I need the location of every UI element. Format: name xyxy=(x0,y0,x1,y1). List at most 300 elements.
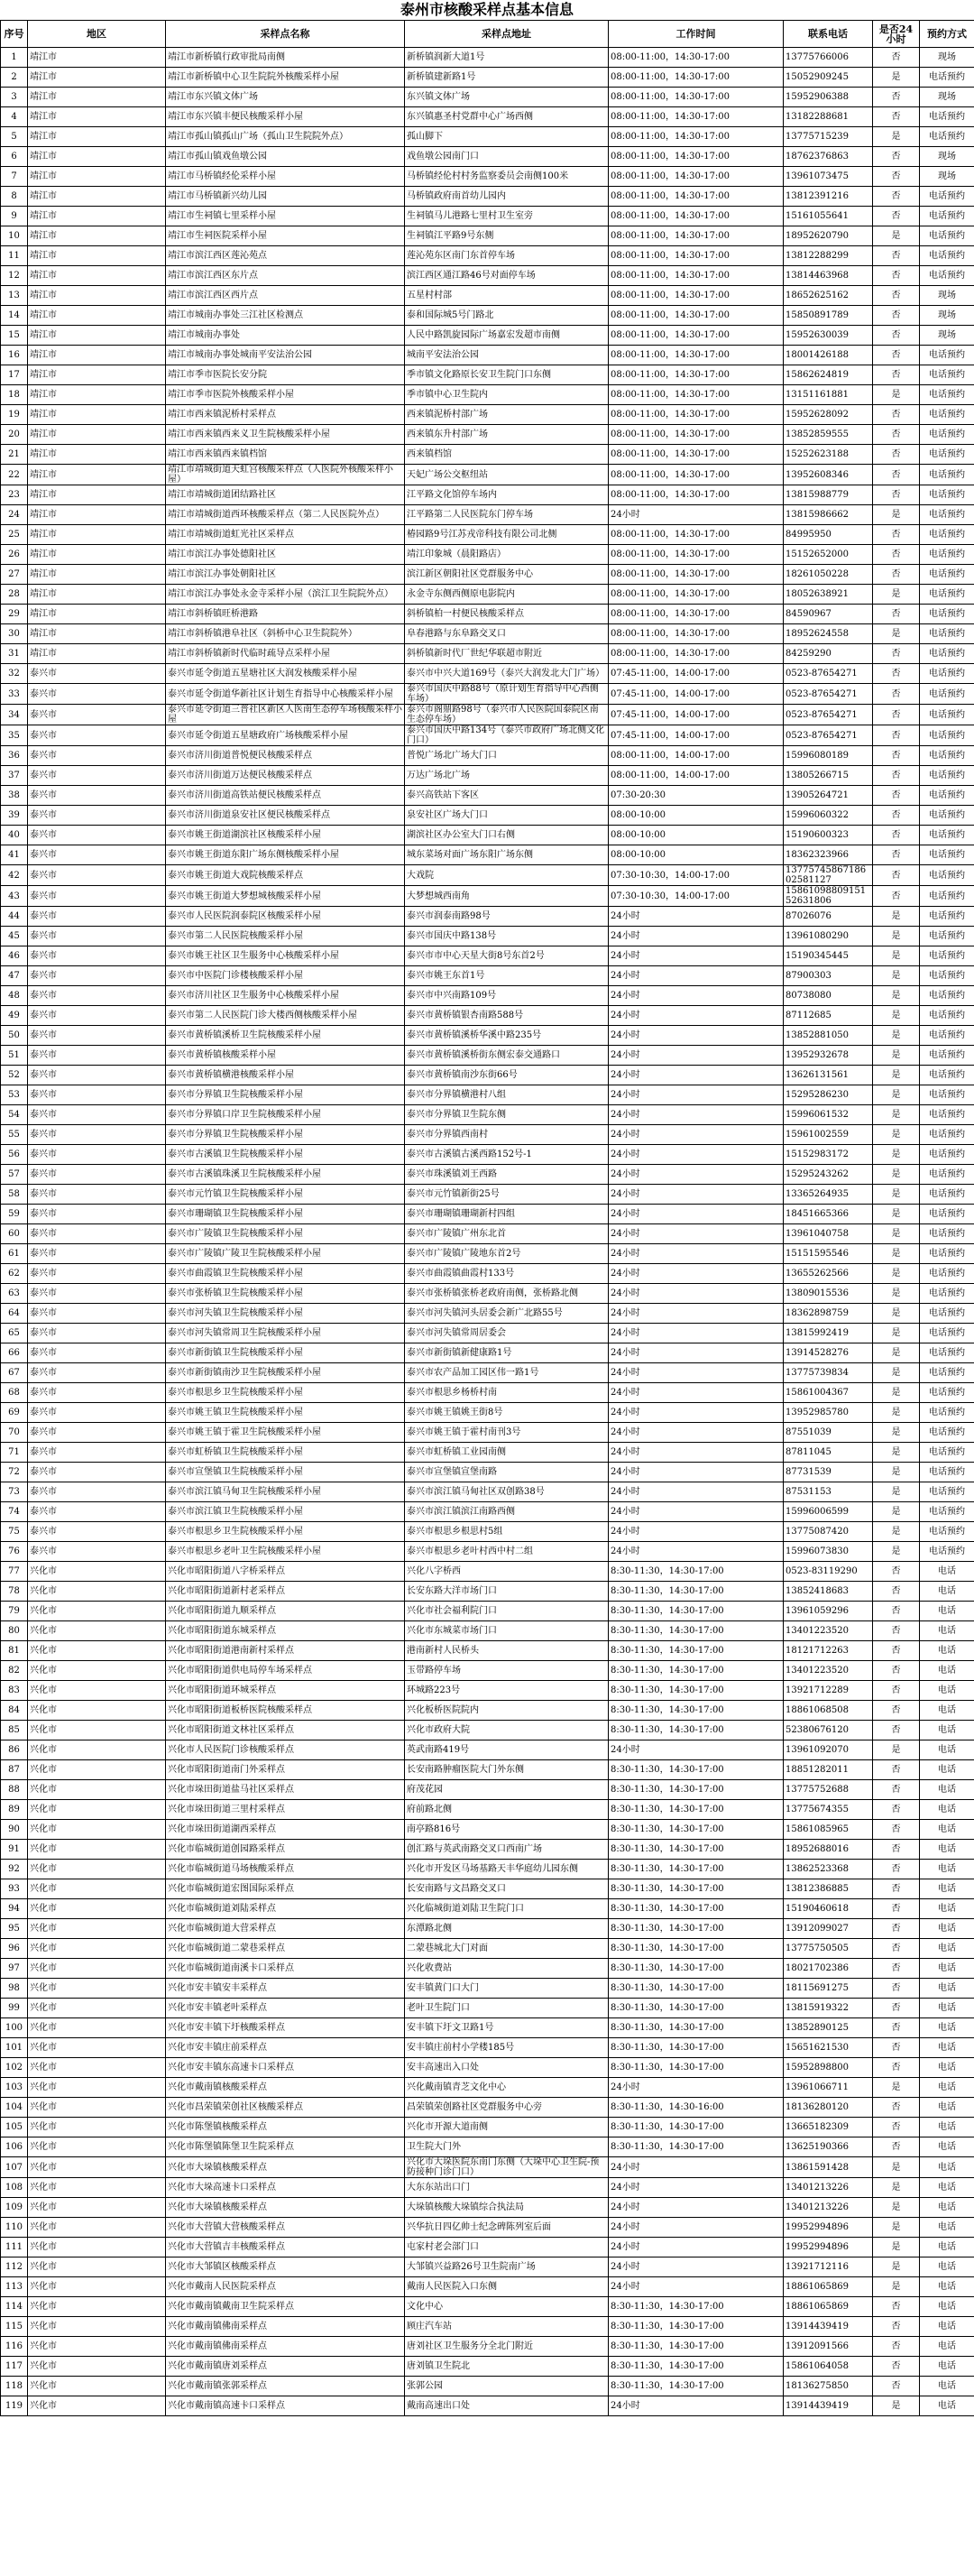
row-site-address: 大戏院 xyxy=(405,865,609,886)
row-index: 17 xyxy=(1,365,28,385)
row-24h: 否 xyxy=(873,1582,920,1602)
table-row xyxy=(1,1899,974,1919)
row-region: 兴化市 xyxy=(28,1919,166,1939)
row-site-address: 城南平安法治公园 xyxy=(405,346,609,365)
row-region: 兴化市 xyxy=(28,2317,166,2337)
row-region: 靖江市 xyxy=(28,286,166,306)
row-region: 泰兴市 xyxy=(28,946,166,966)
row-site-address: 万达广场北广场 xyxy=(405,766,609,786)
row-hours: 24小时 xyxy=(609,1105,784,1125)
row-region: 靖江市 xyxy=(28,405,166,425)
row-site-name: 靖江市孤山镇孤山广场（孤山卫生院院外点） xyxy=(166,127,405,147)
table-row xyxy=(1,107,974,127)
row-phone: 87531153 xyxy=(784,1482,873,1502)
row-site-address: 港南新村人民桥头 xyxy=(405,1641,609,1661)
row-index: 102 xyxy=(1,2058,28,2078)
table-row xyxy=(1,2377,974,2396)
row-hours: 24小时 xyxy=(609,2218,784,2238)
row-region: 兴化市 xyxy=(28,2137,166,2157)
row-site-address: 泰兴市珊瑚镇珊瑚新村四组 xyxy=(405,1205,609,1224)
row-site-name: 泰兴市新街镇南沙卫生院核酸采样小屋 xyxy=(166,1363,405,1383)
row-region: 兴化市 xyxy=(28,2257,166,2277)
row-booking: 电话 xyxy=(920,1582,974,1602)
row-booking: 电话预约 xyxy=(920,485,974,505)
row-hours: 24小时 xyxy=(609,1165,784,1185)
row-site-address: 卫生院大门外 xyxy=(405,2137,609,2157)
row-phone: 18861068508 xyxy=(784,1701,873,1721)
row-site-name: 泰兴市姚王街道湖滨社区核酸采样小屋 xyxy=(166,826,405,845)
row-site-address: 泰兴市中兴大道169号（泰兴大润发北大门广场） xyxy=(405,664,609,684)
table-row xyxy=(1,127,974,147)
row-site-name: 泰兴市济川街道普悦便民核酸采样点 xyxy=(166,746,405,766)
row-site-name: 兴化市大垛镇核酸采样点 xyxy=(166,2198,405,2218)
row-phone: 15996080189 xyxy=(784,746,873,766)
row-region: 泰兴市 xyxy=(28,986,166,1006)
row-region: 兴化市 xyxy=(28,1939,166,1959)
row-site-address: 泰兴市宣堡镇宣堡南路 xyxy=(405,1463,609,1482)
row-booking: 电话预约 xyxy=(920,585,974,605)
row-booking: 电话预约 xyxy=(920,1542,974,1562)
row-index: 29 xyxy=(1,605,28,624)
row-site-name: 兴化市陈堡镇陈堡卫生院采样点 xyxy=(166,2137,405,2157)
row-site-address: 戴南人民医院入口东侧 xyxy=(405,2277,609,2297)
row-hours: 08:00-10:00 xyxy=(609,826,784,845)
row-24h: 是 xyxy=(873,1363,920,1383)
row-phone: 18261050228 xyxy=(784,565,873,585)
row-index: 69 xyxy=(1,1403,28,1423)
row-phone: 15152652000 xyxy=(784,545,873,565)
row-index: 16 xyxy=(1,346,28,365)
row-site-name: 靖江市斜桥镇港阜社区（斜桥中心卫生院院外） xyxy=(166,624,405,644)
row-region: 兴化市 xyxy=(28,2277,166,2297)
row-index: 115 xyxy=(1,2317,28,2337)
row-booking: 电话 xyxy=(920,2157,974,2178)
row-24h: 否 xyxy=(873,705,920,725)
row-site-name: 泰兴市珊瑚镇卫生院核酸采样小屋 xyxy=(166,1205,405,1224)
page-title: 泰州市核酸采样点基本信息 xyxy=(400,1,574,18)
row-index: 90 xyxy=(1,1820,28,1840)
row-phone: 87112685 xyxy=(784,1006,873,1026)
row-site-address: 英武南路419号 xyxy=(405,1740,609,1760)
row-region: 靖江市 xyxy=(28,425,166,445)
row-phone: 52380676120 xyxy=(784,1721,873,1740)
row-site-name: 泰兴市滨江镇卫生院核酸采样小屋 xyxy=(166,1502,405,1522)
row-site-name: 泰兴市广陵镇卫生院核酸采样小屋 xyxy=(166,1224,405,1244)
row-site-name: 兴化市临城街道刘陆采样点 xyxy=(166,1899,405,1919)
row-hours: 8:30-11:30，14:30-17:00 xyxy=(609,2337,784,2357)
row-booking: 电话预约 xyxy=(920,1522,974,1542)
row-hours: 24小时 xyxy=(609,2178,784,2198)
row-region: 兴化市 xyxy=(28,2078,166,2098)
header-booking: 预约方式 xyxy=(920,21,974,48)
row-phone: 13861591428 xyxy=(784,2157,873,2178)
row-index: 97 xyxy=(1,1959,28,1979)
row-site-address: 西来镇东升村部广场 xyxy=(405,425,609,445)
row-24h: 否 xyxy=(873,865,920,886)
row-hours: 08:00-10:00 xyxy=(609,806,784,826)
row-site-address: 泰兴市广陵镇广陵地东首2号 xyxy=(405,1244,609,1264)
row-index: 51 xyxy=(1,1046,28,1066)
row-24h: 是 xyxy=(873,1482,920,1502)
row-phone: 15862624819 xyxy=(784,365,873,385)
row-index: 93 xyxy=(1,1879,28,1899)
row-booking: 电话预约 xyxy=(920,1324,974,1343)
row-24h: 是 xyxy=(873,1502,920,1522)
row-booking: 电话预约 xyxy=(920,425,974,445)
row-region: 兴化市 xyxy=(28,1562,166,1582)
row-hours: 24小时 xyxy=(609,1482,784,1502)
row-24h: 是 xyxy=(873,1026,920,1046)
row-site-address: 泰兴市新街镇新健康路1号 xyxy=(405,1343,609,1363)
row-phone: 18362323966 xyxy=(784,845,873,865)
row-phone: 13961073475 xyxy=(784,167,873,187)
row-region: 泰兴市 xyxy=(28,1105,166,1125)
row-region: 兴化市 xyxy=(28,1840,166,1860)
row-region: 泰兴市 xyxy=(28,1085,166,1105)
row-24h: 否 xyxy=(873,326,920,346)
row-24h: 否 xyxy=(873,1602,920,1621)
row-index: 39 xyxy=(1,806,28,826)
row-hours: 08:00-11:00，14:30-17:00 xyxy=(609,465,784,485)
row-region: 靖江市 xyxy=(28,207,166,226)
table-row xyxy=(1,806,974,826)
row-phone: 13775750505 xyxy=(784,1939,873,1959)
row-hours: 24小时 xyxy=(609,1264,784,1284)
row-region: 兴化市 xyxy=(28,1800,166,1820)
row-booking: 现场 xyxy=(920,167,974,187)
row-phone: 15850891789 xyxy=(784,306,873,326)
row-site-name: 兴化市安丰镇安丰采样点 xyxy=(166,1979,405,1999)
row-region: 靖江市 xyxy=(28,624,166,644)
row-booking: 电话预约 xyxy=(920,1026,974,1046)
row-site-name: 兴化市临城街道南溪卡口采样点 xyxy=(166,1959,405,1979)
row-booking: 电话预约 xyxy=(920,845,974,865)
row-24h: 否 xyxy=(873,2357,920,2377)
table-row xyxy=(1,1840,974,1860)
row-hours: 08:00-11:00，14:30-17:00 xyxy=(609,326,784,346)
row-24h: 是 xyxy=(873,1105,920,1125)
row-booking: 电话预约 xyxy=(920,746,974,766)
row-24h: 是 xyxy=(873,1264,920,1284)
row-region: 泰兴市 xyxy=(28,1482,166,1502)
row-hours: 24小时 xyxy=(609,1343,784,1363)
row-phone: 15190460618 xyxy=(784,1899,873,1919)
row-region: 泰兴市 xyxy=(28,966,166,986)
row-24h: 否 xyxy=(873,286,920,306)
row-site-address: 东兴镇文体广场 xyxy=(405,88,609,107)
row-region: 泰兴市 xyxy=(28,746,166,766)
row-booking: 电话预约 xyxy=(920,1502,974,1522)
row-24h: 是 xyxy=(873,2277,920,2297)
row-index: 22 xyxy=(1,465,28,485)
row-hours: 8:30-11:30，14:30-17:00 xyxy=(609,1582,784,1602)
row-region: 泰兴市 xyxy=(28,1145,166,1165)
row-phone: 18052638921 xyxy=(784,585,873,605)
table-row xyxy=(1,1085,974,1105)
row-24h: 是 xyxy=(873,927,920,946)
row-hours: 8:30-11:30，14:30-17:00 xyxy=(609,1641,784,1661)
header-24h: 是否24小时 xyxy=(873,21,920,48)
table-row xyxy=(1,1363,974,1383)
row-region: 兴化市 xyxy=(28,1780,166,1800)
row-24h: 否 xyxy=(873,826,920,845)
row-hours: 08:00-11:00，14:30-17:00 xyxy=(609,425,784,445)
table-row xyxy=(1,1542,974,1562)
row-24h: 是 xyxy=(873,585,920,605)
row-booking: 电话预约 xyxy=(920,1403,974,1423)
row-index: 106 xyxy=(1,2137,28,2157)
row-24h: 否 xyxy=(873,445,920,465)
row-booking: 电话 xyxy=(920,2357,974,2377)
row-index: 38 xyxy=(1,786,28,806)
row-site-address: 安丰镇黄门口大门 xyxy=(405,1979,609,1999)
row-index: 104 xyxy=(1,2098,28,2118)
row-phone: 15996073830 xyxy=(784,1542,873,1562)
row-hours: 07:30-20:30 xyxy=(609,786,784,806)
row-region: 兴化市 xyxy=(28,2058,166,2078)
row-phone: 13365264935 xyxy=(784,1185,873,1205)
row-hours: 8:30-11:30，14:30-17:00 xyxy=(609,1860,784,1879)
row-booking: 电话预约 xyxy=(920,624,974,644)
row-site-name: 靖江市生祠医院采样小屋 xyxy=(166,226,405,246)
row-index: 26 xyxy=(1,545,28,565)
row-site-name: 泰兴市分界镇卫生院核酸采样小屋 xyxy=(166,1125,405,1145)
row-index: 64 xyxy=(1,1304,28,1324)
row-region: 靖江市 xyxy=(28,545,166,565)
row-24h: 否 xyxy=(873,266,920,286)
row-site-name: 泰兴市曲霞镇卫生院核酸采样小屋 xyxy=(166,1264,405,1284)
table-header-row xyxy=(1,21,974,48)
row-site-address: 江平路第二人民医院东门停车场 xyxy=(405,505,609,525)
table-row xyxy=(1,246,974,266)
row-site-address: 泰兴市农产品加工园区伟一路1号 xyxy=(405,1363,609,1383)
table-row xyxy=(1,2277,974,2297)
row-site-address: 泰兴市河失镇河头居委会新广北路55号 xyxy=(405,1304,609,1324)
row-hours: 08:00-11:00，14:30-17:00 xyxy=(609,266,784,286)
row-site-address: 泰兴市古溪镇古溪西路152号-1 xyxy=(405,1145,609,1165)
row-site-name: 兴化市陈堡镇核酸采样点 xyxy=(166,2118,405,2137)
row-site-address: 大梦想城西南角 xyxy=(405,886,609,907)
row-index: 109 xyxy=(1,2198,28,2218)
row-site-address: 兴化市政府大院 xyxy=(405,1721,609,1740)
table-row xyxy=(1,147,974,167)
row-site-name: 泰兴市分界镇口岸卫生院核酸采样小屋 xyxy=(166,1105,405,1125)
row-region: 兴化市 xyxy=(28,1721,166,1740)
row-24h: 否 xyxy=(873,644,920,664)
row-booking: 电话 xyxy=(920,2337,974,2357)
row-site-name: 兴化市昭阳街道南门外采样点 xyxy=(166,1760,405,1780)
row-region: 兴化市 xyxy=(28,2337,166,2357)
row-24h: 否 xyxy=(873,346,920,365)
row-24h: 否 xyxy=(873,1721,920,1740)
row-index: 35 xyxy=(1,725,28,746)
row-index: 2 xyxy=(1,68,28,88)
row-site-name: 兴化市戴南镇戴南卫生院采样点 xyxy=(166,2297,405,2317)
row-24h: 否 xyxy=(873,485,920,505)
table-row xyxy=(1,826,974,845)
row-index: 9 xyxy=(1,207,28,226)
row-site-address: 兴化八字桥西 xyxy=(405,1562,609,1582)
table-row xyxy=(1,505,974,525)
row-region: 靖江市 xyxy=(28,445,166,465)
row-booking: 电话预约 xyxy=(920,1105,974,1125)
row-booking: 电话 xyxy=(920,1780,974,1800)
table-row xyxy=(1,1999,974,2018)
row-site-name: 兴化市垛田街道三里村采样点 xyxy=(166,1800,405,1820)
row-booking: 电话预约 xyxy=(920,927,974,946)
row-site-address: 文化中心 xyxy=(405,2297,609,2317)
table-row xyxy=(1,1046,974,1066)
row-site-address: 玉带路停车场 xyxy=(405,1661,609,1681)
row-hours: 8:30-11:30，14:30-17:00 xyxy=(609,2137,784,2157)
row-index: 59 xyxy=(1,1205,28,1224)
row-booking: 电话 xyxy=(920,1681,974,1701)
row-booking: 电话 xyxy=(920,1661,974,1681)
row-site-address: 泰兴市润泰南路98号 xyxy=(405,907,609,927)
row-site-address: 兴华抗日四亿帅士纪念碑陈列室后面 xyxy=(405,2218,609,2238)
table-row xyxy=(1,48,974,68)
row-site-name: 泰兴市第二人民医院门诊大楼西侧核酸采样小屋 xyxy=(166,1006,405,1026)
row-booking: 电话预约 xyxy=(920,266,974,286)
row-booking: 电话预约 xyxy=(920,605,974,624)
row-index: 94 xyxy=(1,1899,28,1919)
row-site-address: 二蒙巷城北大门对面 xyxy=(405,1939,609,1959)
row-region: 靖江市 xyxy=(28,266,166,286)
row-site-name: 靖江市斜桥镇新时代临时疏导点采样小屋 xyxy=(166,644,405,664)
row-booking: 电话 xyxy=(920,1979,974,1999)
row-24h: 是 xyxy=(873,68,920,88)
row-site-address: 戴南高速出口处 xyxy=(405,2396,609,2416)
row-phone: 87811045 xyxy=(784,1443,873,1463)
row-phone: 13775739834 xyxy=(784,1363,873,1383)
header-region: 地区 xyxy=(28,21,166,48)
row-booking: 电话预约 xyxy=(920,127,974,147)
row-hours: 07:45-11:00，14:00-17:00 xyxy=(609,684,784,705)
row-region: 泰兴市 xyxy=(28,1324,166,1343)
row-booking: 电话 xyxy=(920,2098,974,2118)
row-site-address: 阜春港路与东阜路交叉口 xyxy=(405,624,609,644)
row-hours: 24小时 xyxy=(609,2078,784,2098)
row-24h: 否 xyxy=(873,207,920,226)
row-site-name: 泰兴市元竹镇卫生院核酸采样小屋 xyxy=(166,1185,405,1205)
row-region: 泰兴市 xyxy=(28,1343,166,1363)
table-row xyxy=(1,1641,974,1661)
row-region: 靖江市 xyxy=(28,88,166,107)
row-index: 46 xyxy=(1,946,28,966)
row-phone: 84995950 xyxy=(784,525,873,545)
row-site-name: 泰兴市人民医院润泰院区核酸采样小屋 xyxy=(166,907,405,927)
table-row xyxy=(1,766,974,786)
table-row xyxy=(1,705,974,725)
row-index: 73 xyxy=(1,1482,28,1502)
row-site-address: 马桥镇经伦村村务监察委员会南侧100米 xyxy=(405,167,609,187)
row-hours: 08:00-11:00，14:30-17:00 xyxy=(609,107,784,127)
row-24h: 是 xyxy=(873,986,920,1006)
row-index: 12 xyxy=(1,266,28,286)
row-site-address: 江平路文化馆停车场内 xyxy=(405,485,609,505)
row-24h: 否 xyxy=(873,1999,920,2018)
row-24h: 是 xyxy=(873,2157,920,2178)
row-site-address: 生祠镇马儿港路七里村卫生室旁 xyxy=(405,207,609,226)
row-index: 78 xyxy=(1,1582,28,1602)
row-site-address: 兴化市东城菜市场门口 xyxy=(405,1621,609,1641)
table-row xyxy=(1,2198,974,2218)
row-site-address: 泰兴市滨江镇马甸社区双创路38号 xyxy=(405,1482,609,1502)
row-site-name: 靖江市城南办事处 xyxy=(166,326,405,346)
row-booking: 电话预约 xyxy=(920,1343,974,1363)
row-site-address: 东潭路北侧 xyxy=(405,1919,609,1939)
row-24h: 否 xyxy=(873,766,920,786)
table-row xyxy=(1,1383,974,1403)
row-hours: 08:00-11:00，14:30-17:00 xyxy=(609,445,784,465)
row-region: 兴化市 xyxy=(28,2118,166,2137)
row-booking: 现场 xyxy=(920,48,974,68)
row-hours: 08:00-11:00，14:30-17:00 xyxy=(609,68,784,88)
row-region: 泰兴市 xyxy=(28,1026,166,1046)
row-24h: 是 xyxy=(873,946,920,966)
row-site-address: 西来镇档馆 xyxy=(405,445,609,465)
row-24h: 否 xyxy=(873,1879,920,1899)
row-booking: 现场 xyxy=(920,88,974,107)
row-phone: 13852890125 xyxy=(784,2018,873,2038)
row-site-address: 长安南路肿瘤医院大门外东侧 xyxy=(405,1760,609,1780)
row-phone: 13952985780 xyxy=(784,1403,873,1423)
row-24h: 是 xyxy=(873,1284,920,1304)
row-region: 靖江市 xyxy=(28,48,166,68)
row-region: 兴化市 xyxy=(28,1740,166,1760)
row-hours: 08:00-11:00，14:30-17:00 xyxy=(609,485,784,505)
table-row xyxy=(1,1602,974,1621)
table-row xyxy=(1,2137,974,2157)
row-phone: 13775715239 xyxy=(784,127,873,147)
row-site-name: 靖江市滨江办事处永金寺采样小屋（滨江卫生院院外点） xyxy=(166,585,405,605)
row-hours: 07:45-11:00，14:00-17:00 xyxy=(609,705,784,725)
row-site-address: 马桥镇政府南首幼儿园内 xyxy=(405,187,609,207)
row-index: 14 xyxy=(1,306,28,326)
row-booking: 电话预约 xyxy=(920,1185,974,1205)
row-region: 兴化市 xyxy=(28,1979,166,1999)
row-hours: 24小时 xyxy=(609,1740,784,1760)
row-phone: 13775087420 xyxy=(784,1522,873,1542)
table-row xyxy=(1,385,974,405)
row-site-name: 兴化市大垛镇核酸采样点 xyxy=(166,2157,405,2178)
row-site-name: 靖江市新桥镇中心卫生院院外核酸采样小屋 xyxy=(166,68,405,88)
row-24h: 否 xyxy=(873,2118,920,2137)
row-site-address: 泰兴市元竹镇新街25号 xyxy=(405,1185,609,1205)
row-hours: 8:30-11:30，14:30-17:00 xyxy=(609,2038,784,2058)
row-region: 兴化市 xyxy=(28,2178,166,2198)
row-region: 兴化市 xyxy=(28,2357,166,2377)
row-phone: 13665182309 xyxy=(784,2118,873,2137)
row-index: 32 xyxy=(1,664,28,684)
table-row xyxy=(1,1582,974,1602)
row-region: 泰兴市 xyxy=(28,865,166,886)
row-site-address: 泰兴高铁站下客区 xyxy=(405,786,609,806)
row-phone: 13775674355 xyxy=(784,1800,873,1820)
row-region: 兴化市 xyxy=(28,1582,166,1602)
row-booking: 电话预约 xyxy=(920,1046,974,1066)
row-index: 76 xyxy=(1,1542,28,1562)
table-row xyxy=(1,1482,974,1502)
row-region: 泰兴市 xyxy=(28,1284,166,1304)
row-index: 85 xyxy=(1,1721,28,1740)
row-24h: 是 xyxy=(873,1542,920,1562)
row-site-name: 兴化市安丰镇东高速卡口采样点 xyxy=(166,2058,405,2078)
row-index: 96 xyxy=(1,1939,28,1959)
row-index: 88 xyxy=(1,1780,28,1800)
row-index: 56 xyxy=(1,1145,28,1165)
table-row xyxy=(1,1205,974,1224)
